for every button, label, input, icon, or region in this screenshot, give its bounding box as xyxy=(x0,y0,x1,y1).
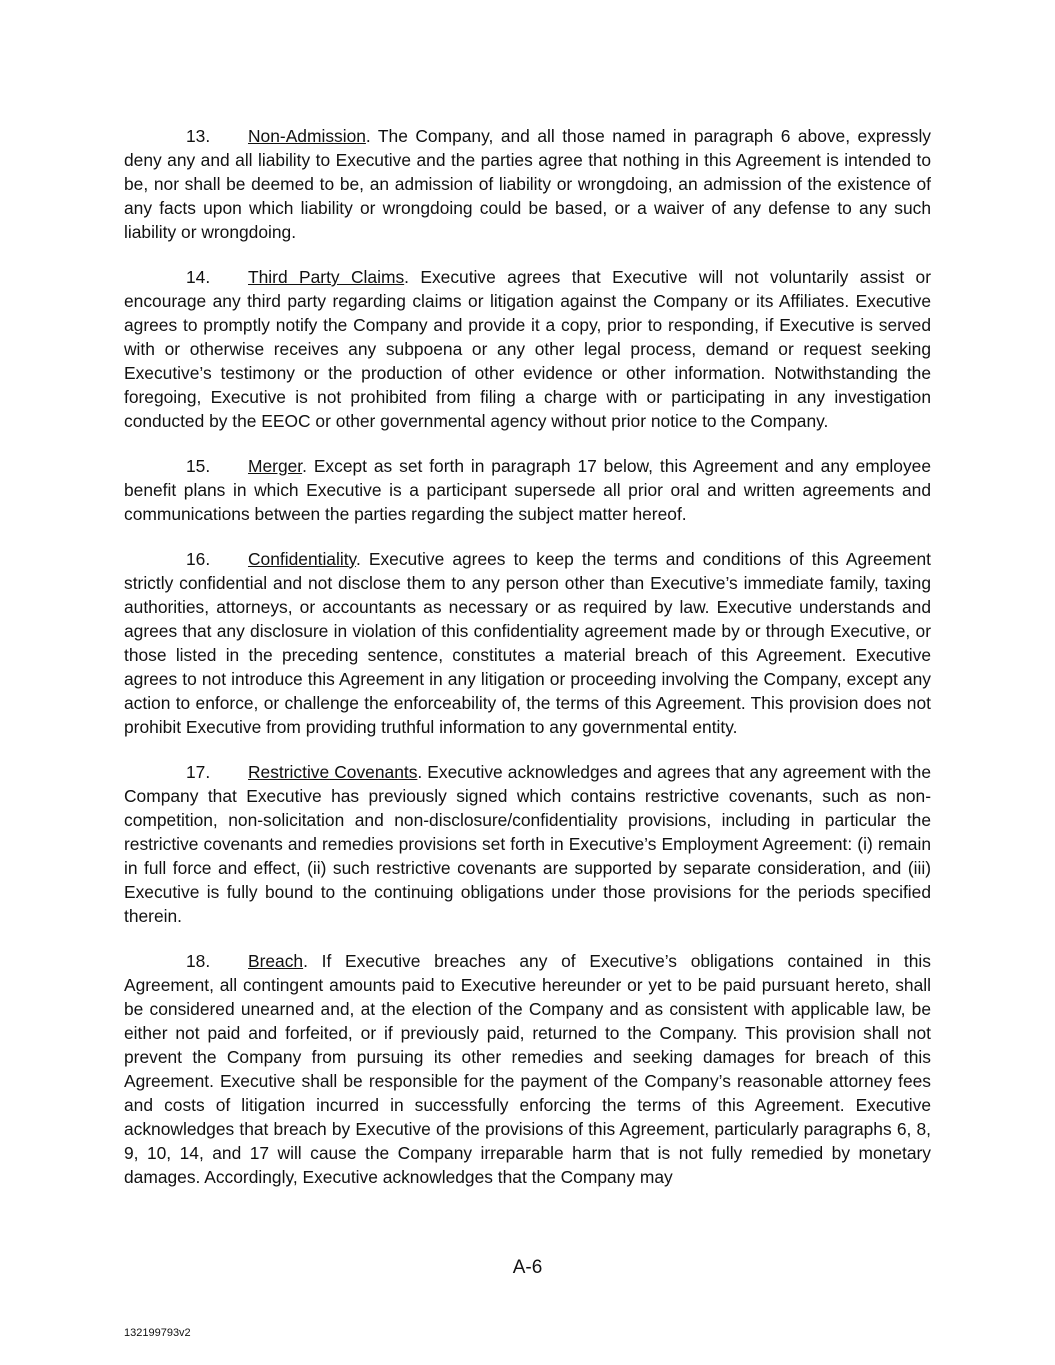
paragraph-16 xyxy=(124,547,931,739)
paragraph-number: 14. xyxy=(186,267,211,287)
document-id: 132199793v2 xyxy=(124,1327,191,1339)
paragraph-heading: Confidentiality xyxy=(248,549,356,569)
paragraph-13 xyxy=(124,124,931,244)
paragraph-heading: Third Party Claims xyxy=(248,267,405,287)
paragraph-text: . If Executive breaches any of Executive’s obligations contained in this Agreement, all contingent amounts paid to Executive hereunder or yet to be paid pursuant hereto, shall be considered unearned and, at the election of the Company and as consistent with applicable law, be either not paid and forfeited, or if previously paid, returned to the Company. This provision shall not prevent the Company from pursuing its other remedies and seeking damages for breach of this Agreement. Executive shall be responsible for the payment of the Company’s reasonable attorney fees and costs of litigation incurred in successfully enforcing the terms of this Agreement. Executive acknowledges that breach by Executive of the provisions of this Agreement, particularly paragraphs 6, 8, 9, 10, 14, and 17 will cause the Company irreparable harm that is not fully remedied by monetary damages. Accordingly, Executive acknowledges that the Company may xyxy=(124,951,931,1187)
paragraph-text: . Except as set forth in paragraph 17 below, this Agreement and any employee benefit plans in which Executive is a participant supersede all prior oral and written agreements and communications between the parties regarding the subject matter hereof. xyxy=(124,456,931,524)
paragraph-text: . Executive acknowledges and agrees that any agreement with the Company that Executive has previously signed which contains restrictive covenants, such as non-competition, non-solicitation and non-disclosure/confidentiality provisions, including in particular the restrictive covenants and remedies provisions set forth in Executive’s Employment Agreement: (i) remain in full force and effect, (ii) such restrictive covenants are supported by separate consideration, and (iii) Executive is fully bound to the continuing obligations under those provisions for the periods specified therein. xyxy=(124,762,931,926)
paragraph-heading: Non-Admission xyxy=(248,126,366,146)
paragraph-text: . Executive agrees that Executive will not voluntarily assist or encourage any third party regarding claims or litigation against the Company or its Affiliates. Executive agrees to promptly notify the Company and provide it a copy, prior to responding, if Executive is served with or otherwise receives any subpoena or any other legal process, demand or request seeking Executive’s testimony or the production of other evidence or other information. Notwithstanding the foregoing, Executive is not prohibited from filing a charge with or participating in any investigation conducted by the EEOC or other governmental agency without prior notice to the Company. xyxy=(124,267,932,431)
paragraph-15 xyxy=(124,454,931,526)
paragraph-heading: Breach xyxy=(248,951,304,971)
paragraph-number: 18. xyxy=(186,951,211,971)
paragraph-heading: Merger xyxy=(248,456,303,476)
paragraph-number: 15. xyxy=(186,456,211,476)
document-body xyxy=(124,124,931,1210)
paragraph-heading: Restrictive Covenants xyxy=(248,762,418,782)
paragraph-17 xyxy=(124,760,931,928)
paragraph-number: 16. xyxy=(186,549,211,569)
paragraph-number: 17. xyxy=(186,762,211,782)
paragraph-text: . The Company, and all those named in paragraph 6 above, expressly deny any and all liability to Executive and the parties agree that nothing in this Agreement is intended to be, nor shall be deemed to be, an admission of liability or wrongdoing, an admission of the existence of any facts upon which liability or wrongdoing could be based, or a waiver of any defense to any such liability or wrongdoing. xyxy=(124,126,931,242)
paragraph-14 xyxy=(124,265,931,433)
paragraph-text: . Executive agrees to keep the terms and conditions of this Agreement strictly confidential and not disclose them to any person other than Executive’s immediate family, taxing authorities, attorneys, or accountants as necessary or as required by law. Executive understands and agrees that any disclosure in violation of this confidentiality agreement made by or through Executive, or those listed in the preceding sentence, constitutes a material breach of this Agreement. Executive agrees to not introduce this Agreement in any litigation or proceeding involving the Company, except any action to enforce, or challenge the enforceability of, the terms of this Agreement. This provision does not prohibit Executive from providing truthful information to any governmental entity. xyxy=(124,549,931,737)
page-number: A-6 xyxy=(512,1257,543,1278)
paragraph-18 xyxy=(124,949,931,1189)
paragraph-number: 13. xyxy=(186,126,211,146)
